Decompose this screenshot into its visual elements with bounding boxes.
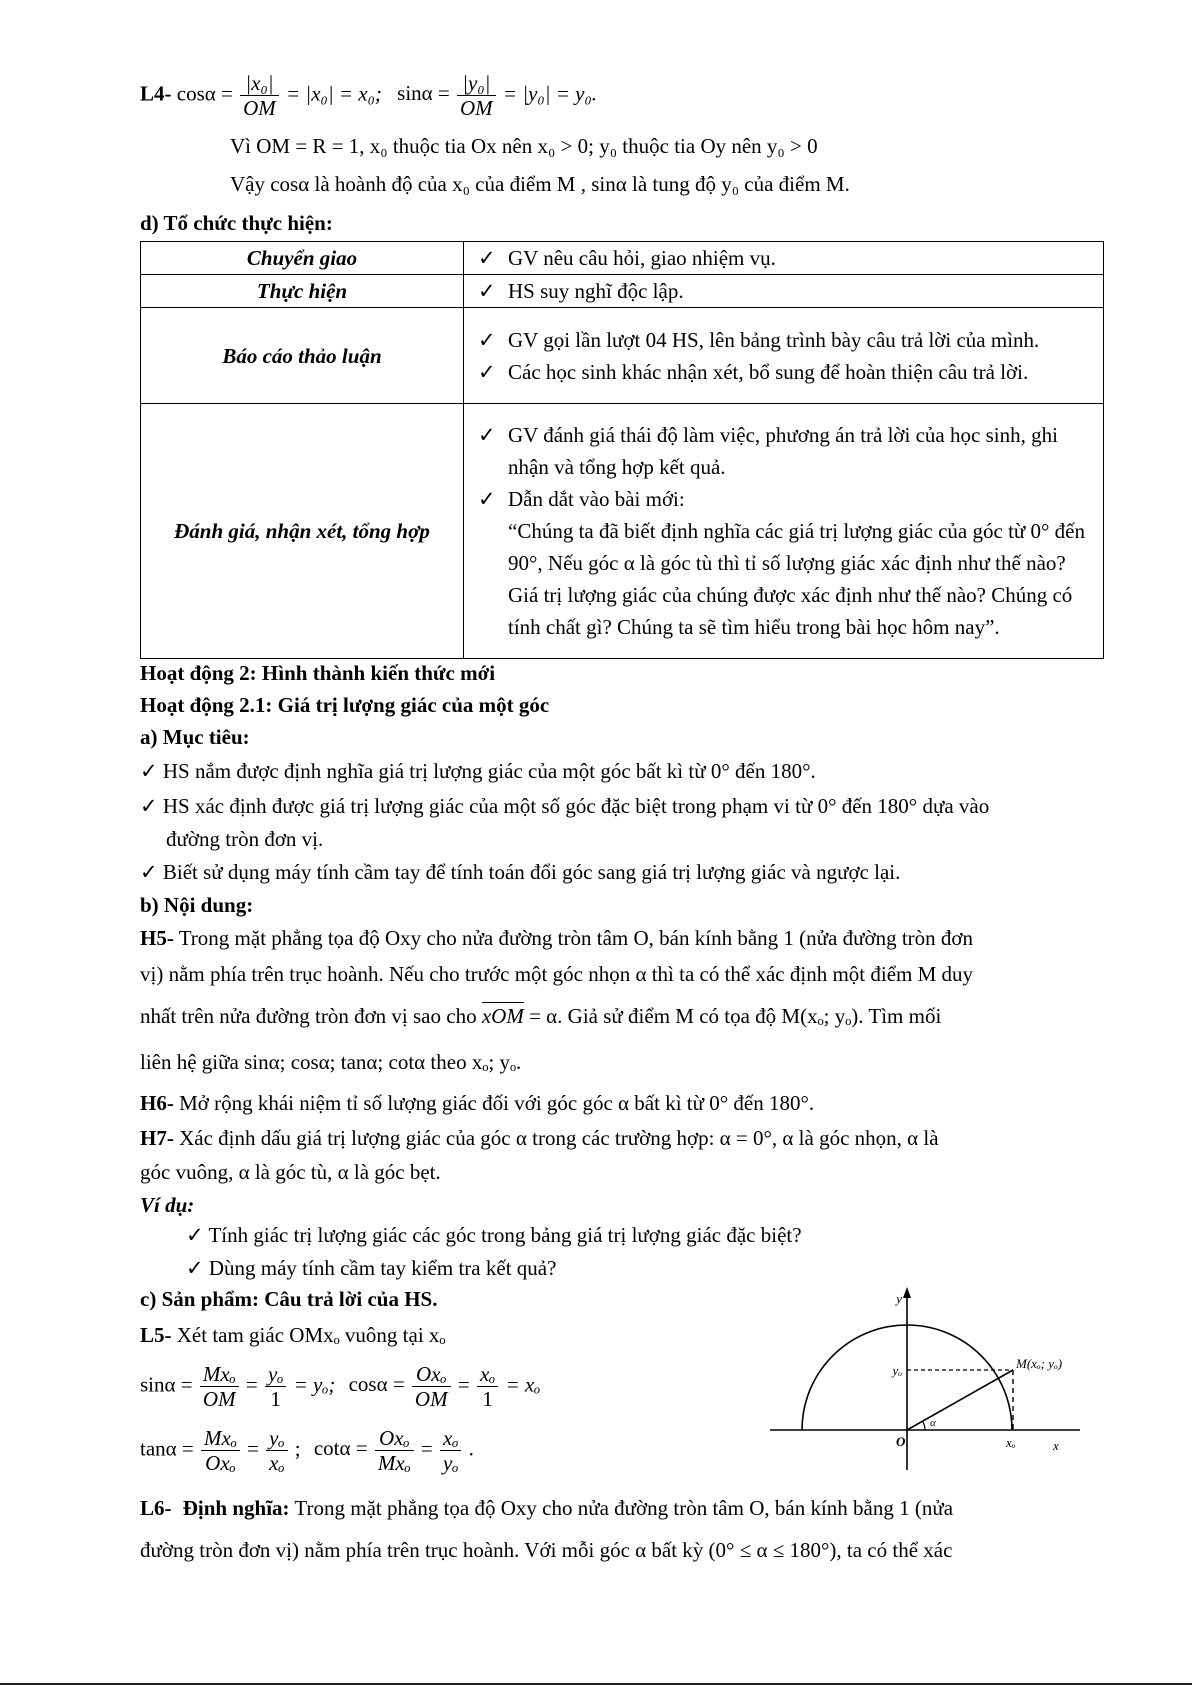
check-icon: ✓ xyxy=(478,487,496,511)
l4-sin-rest: = |y₀| = y₀. xyxy=(502,81,598,106)
l4-formula-line xyxy=(140,71,597,120)
h5-label: H5- xyxy=(140,926,174,950)
table-row xyxy=(141,404,1104,659)
h5-line4: liên hệ giữa sinα; cosα; tanα; cotα theo xₒ; yₒ. xyxy=(140,1050,522,1074)
check-icon: ✓ xyxy=(478,359,496,384)
h6-label: H6- xyxy=(140,1091,174,1115)
activity2-title: Hoạt động 2: Hình thành kiến thức mới xyxy=(140,661,496,685)
check-icon: ✓ xyxy=(478,423,496,447)
organization-table xyxy=(140,241,1104,659)
table-row xyxy=(141,275,1104,308)
l6-line1: L6- Định nghĩa: Trong mặt phẳng tọa độ Oxy cho nửa đường tròn tâm O, bán kính bằng 1 (nửa xyxy=(140,1496,954,1520)
intro-quote: “Chúng ta đã biết định nghĩa các giá trị lượng giác của góc từ 0° đến 90°, Nếu góc α là góc tù thì tỉ số lượng giác xác định như thế nào? Giá trị lượng giác của chúng được xác định như thế nào? Chúng có tính chất gì? Chúng ta sẽ tìm hiểu trong bài học hôm nay”. xyxy=(508,519,1086,639)
check-icon: ✓ xyxy=(140,794,163,818)
l6-line2: đường tròn đơn vị) nằm phía trên trục hoành. Với mỗi góc α bất kỳ (0° ≤ α ≤ 180°), ta có thể xác xyxy=(140,1538,953,1562)
l4-sin-text: sinα = xyxy=(397,81,450,106)
check-icon: ✓ xyxy=(478,246,496,270)
table-row xyxy=(141,308,1104,404)
l6-bold: Định nghĩa: xyxy=(182,1496,290,1520)
check-icon: ✓ xyxy=(140,860,163,884)
check-icon: ✓ xyxy=(140,759,163,783)
example-label: Ví dụ: xyxy=(140,1193,195,1217)
table-row xyxy=(141,242,1104,275)
l4-cos-rest: = |x₀| = x₀; xyxy=(286,81,382,106)
y0-label: yₒ xyxy=(892,1363,902,1378)
l5-sin-cos-formula: sinα = $\frac{\text{Mxₒ}}{OM}$ = $\frac{\text{yₒ}}{1}$ = yₒ; cosα = $\frac{\text{Oxₒ}}{OM}$ = $\frac{\text{xₒ}}{1}$ = xₒ xyxy=(140,1362,541,1412)
angle-xom: xOM xyxy=(481,1004,524,1028)
y-axis-arrow xyxy=(903,1287,911,1298)
unit-semicircle-figure xyxy=(770,1285,1090,1475)
l6-label: L6- xyxy=(140,1496,172,1520)
objective-item: ✓ HS xác định được giá trị lượng giác của một số góc đặc biệt trong phạm vi từ 0° đến 180° dựa vào xyxy=(140,794,990,818)
point-m-label: M(xₒ; yₒ) xyxy=(1016,1356,1063,1371)
section-d-heading: d) Tổ chức thực hiện: xyxy=(140,211,333,235)
objective-item-cont: đường tròn đơn vị. xyxy=(166,827,324,851)
objective-item: ✓ Biết sử dụng máy tính cầm tay để tính toán đổi góc sang giá trị lượng giác và ngược lại. xyxy=(140,860,901,884)
origin-label: O xyxy=(896,1434,906,1449)
l4-sin-fraction xyxy=(457,71,496,120)
example-item: ✓ Tính giác trị lượng giác các góc trong bảng giá trị lượng giác đặc biệt? xyxy=(186,1223,802,1247)
row-label: Báo cáo thảo luận xyxy=(141,308,464,404)
l4-cos-text: cosα = xyxy=(176,81,233,106)
check-item: ✓ GV gọi lần lượt 04 HS, lên bảng trình bày câu trả lời của mình. xyxy=(478,324,1095,356)
l4-sin-den: OM xyxy=(460,96,493,121)
check-item: ✓ Các học sinh khác nhận xét, bổ sung để hoàn thiện câu trả lời. xyxy=(478,356,1095,388)
l4-line2: Vì OM = R = 1, x₀ thuộc tia Ox nên x₀ > 0; y₀ thuộc tia Oy nên y₀ > 0 xyxy=(230,134,818,158)
x0-label: xₒ xyxy=(1006,1435,1016,1450)
activity21-title: Hoạt động 2.1: Giá trị lượng giác của một góc xyxy=(140,693,550,717)
row-label: Đánh giá, nhận xét, tổng hợp xyxy=(141,404,464,659)
l4-sin-num: |y₀| xyxy=(457,71,496,96)
check-item: ✓ Dẫn dắt vào bài mới: xyxy=(478,483,1095,515)
y-axis-label: y xyxy=(896,1291,902,1306)
check-icon: ✓ xyxy=(186,1223,209,1247)
check-icon: ✓ xyxy=(478,327,496,352)
l4-cos-num: |x₀| xyxy=(240,71,279,96)
check-icon: ✓ xyxy=(478,279,496,303)
section-c-heading: c) Sản phẩm: Câu trả lời của HS. xyxy=(140,1287,438,1311)
row-label: Thực hiện xyxy=(141,275,464,308)
h5-line3: nhất trên nửa đường tròn đơn vị sao cho xOM = α. Giả sử điểm M có tọa độ M(xₒ; yₒ). Tìm mối xyxy=(140,1004,942,1028)
x-axis-label: x xyxy=(1053,1438,1059,1453)
check-item: ✓ HS suy nghĩ độc lập. xyxy=(478,275,1095,307)
objective-item: ✓ HS nắm được định nghĩa giá trị lượng giác của một góc bất kì từ 0° đến 180°. xyxy=(140,759,816,783)
h6-line: H6- Mở rộng khái niệm tỉ số lượng giác đối với góc góc α bất kì từ 0° đến 180°. xyxy=(140,1091,815,1115)
l4-cos-den: OM xyxy=(243,96,276,121)
h7-label: H7- xyxy=(140,1126,174,1150)
example-item: ✓ Dùng máy tính cầm tay kiểm tra kết quả? xyxy=(186,1256,557,1280)
section-a-heading: a) Mục tiêu: xyxy=(140,725,250,749)
check-item: ✓ GV nêu câu hỏi, giao nhiệm vụ. xyxy=(478,242,1095,274)
check-item: ✓ GV đánh giá thái độ làm việc, phương án trả lời của học sinh, ghi nhận và tổng hợp kết quả. xyxy=(478,419,1095,483)
h5-line1: H5- Trong mặt phẳng tọa độ Oxy cho nửa đường tròn tâm O, bán kính bằng 1 (nửa đường tròn đơn xyxy=(140,926,974,950)
h7-line2: góc vuông, α là góc tù, α là góc bẹt. xyxy=(140,1160,441,1184)
l5-tan-cot-formula: tanα = $\frac{\text{Mxₒ}}{\text{Oxₒ}}$ = $\frac{\text{yₒ}}{\text{xₒ}}$ ; cotα = $\frac{\text{Oxₒ}}{\text{Mxₒ}}$ = $\frac{\text{xₒ}}{\text{yₒ}}$ . xyxy=(140,1426,474,1476)
check-icon: ✓ xyxy=(186,1256,209,1280)
radius-om xyxy=(907,1370,1013,1430)
angle-arc xyxy=(923,1422,925,1430)
h5-line2: vị) nằm phía trên trục hoành. Nếu cho trước một góc nhọn α thì ta có thể xác định một điểm M duy xyxy=(140,962,974,986)
row-label: Chuyển giao xyxy=(141,242,464,275)
l4-label: L4- xyxy=(140,81,172,106)
h7-line1: H7- Xác định dấu giá trị lượng giác của góc α trong các trường hợp: α = 0°, α là góc nhọn, α là xyxy=(140,1126,939,1150)
l4-line3: Vậy cosα là hoành độ của x₀ của điểm M , sinα là tung độ y₀ của điểm M. xyxy=(230,172,850,196)
l4-cos-fraction xyxy=(240,71,279,120)
l5-label: L5- xyxy=(140,1323,172,1347)
alpha-label: α xyxy=(930,1417,936,1429)
section-b-heading: b) Nội dung: xyxy=(140,893,254,917)
l5-line: L5- Xét tam giác OMxₒ vuông tại xₒ xyxy=(140,1323,446,1347)
